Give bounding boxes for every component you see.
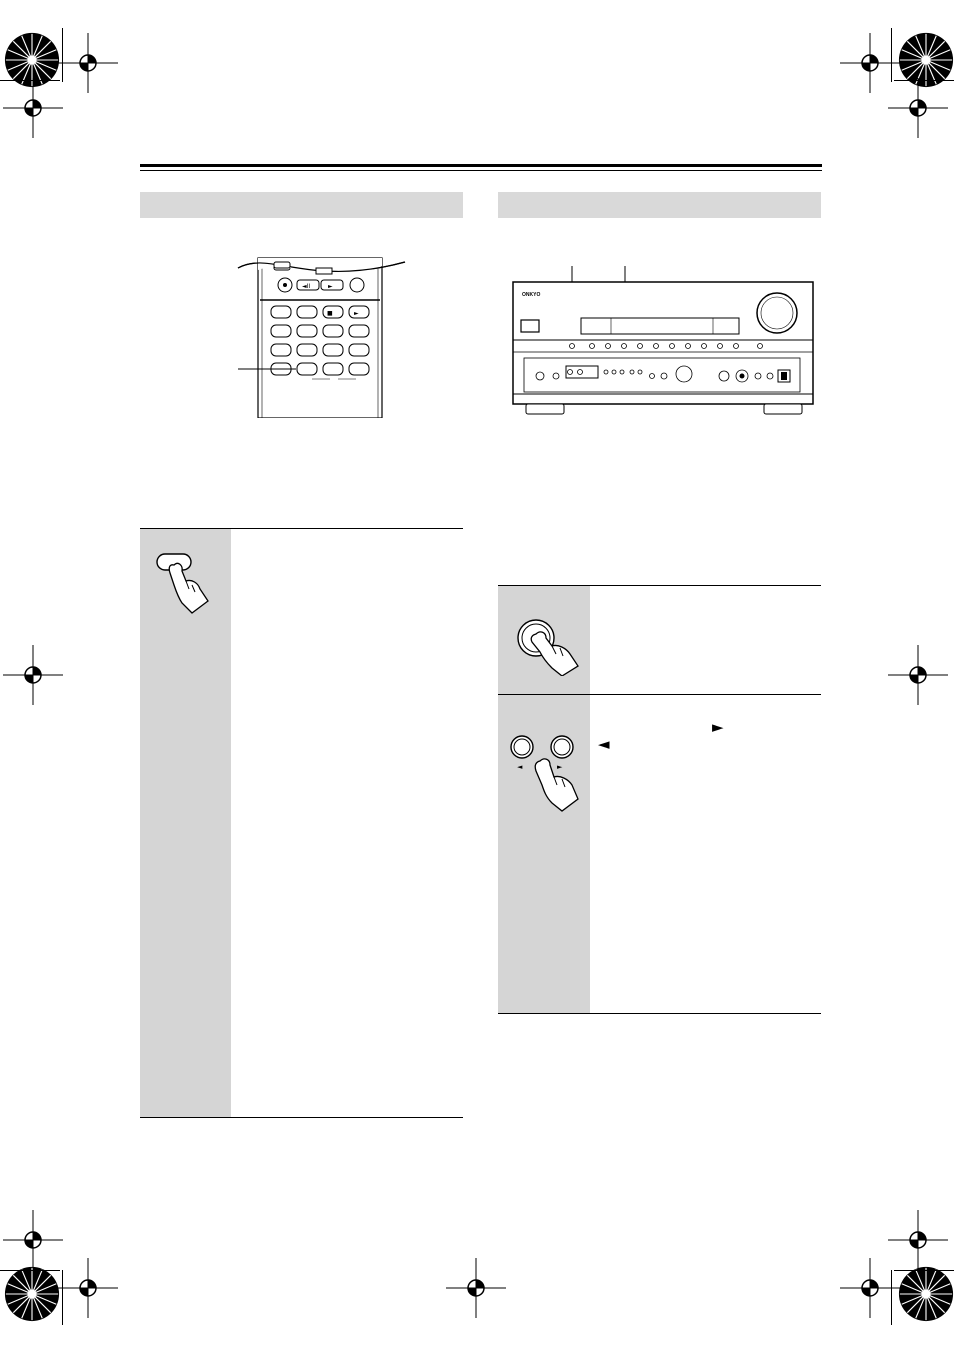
registration-mark-icon xyxy=(58,1258,118,1318)
hand-pressing-button-icon xyxy=(152,545,222,615)
hand-pressing-arrow-buttons-icon xyxy=(506,733,590,813)
registration-mark-icon xyxy=(58,33,118,93)
registration-mark-icon xyxy=(3,78,63,138)
svg-text:►: ► xyxy=(557,763,563,771)
svg-text:►: ► xyxy=(328,283,333,290)
registration-mark-icon xyxy=(888,645,948,705)
registration-mark-icon xyxy=(3,645,63,705)
starburst-target-icon xyxy=(898,1266,954,1322)
svg-text:■: ■ xyxy=(327,310,333,317)
registration-mark-icon xyxy=(3,1210,63,1270)
left-section-heading-band xyxy=(140,192,463,218)
left-step-icon-column xyxy=(140,529,231,1117)
header-rule-thin xyxy=(140,170,822,171)
svg-text:◄II: ◄II xyxy=(302,283,311,290)
right-section-heading-band xyxy=(498,192,821,218)
right-arrow-glyph: ► xyxy=(712,718,724,736)
svg-text:ONKYO: ONKYO xyxy=(522,292,541,298)
receiver-front-panel-illustration xyxy=(508,262,818,420)
right-step-table-bottom-rule xyxy=(498,1013,821,1014)
svg-text:►: ► xyxy=(354,310,359,317)
remote-control-illustration xyxy=(230,248,410,418)
svg-text:◄: ◄ xyxy=(517,763,523,771)
header-rule-thick xyxy=(140,164,822,167)
left-step-table-bottom-rule xyxy=(140,1117,463,1118)
hand-pressing-round-button-icon xyxy=(512,612,588,676)
registration-mark-icon xyxy=(446,1258,506,1318)
registration-mark-icon xyxy=(888,78,948,138)
left-arrow-glyph: ◄ xyxy=(598,735,610,753)
starburst-target-icon xyxy=(4,1266,60,1322)
